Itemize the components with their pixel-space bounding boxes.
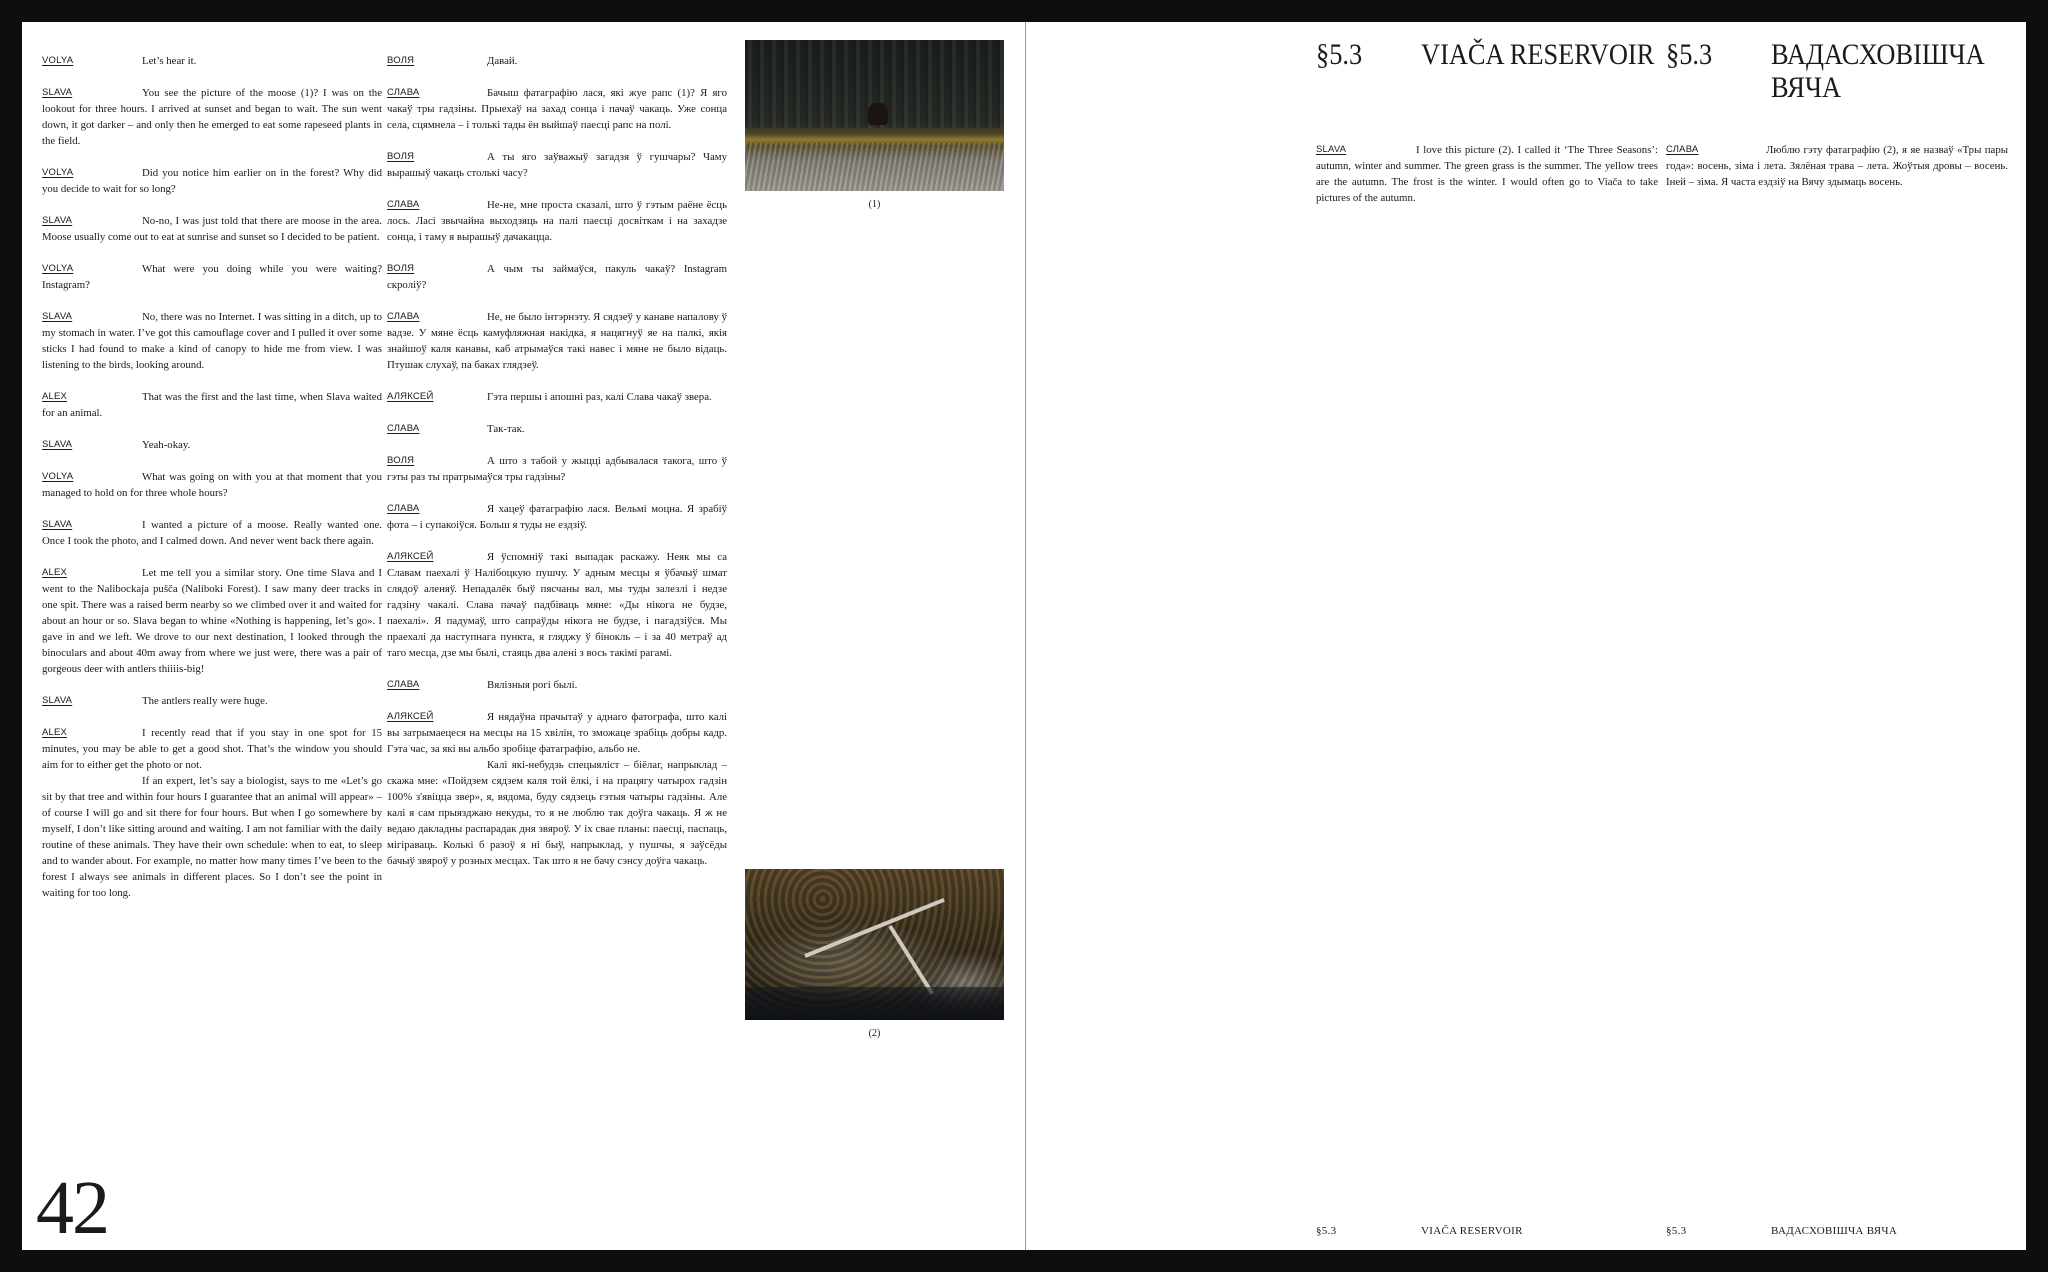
speaker-name: SLAVA <box>42 519 73 530</box>
dialogue-turn <box>42 389 382 421</box>
photo-moose <box>745 40 1004 210</box>
belarusian-dialogue-column <box>387 53 727 885</box>
dialogue-turn <box>42 261 382 293</box>
dialogue-turn <box>387 453 727 485</box>
dialogue-turn <box>387 197 727 245</box>
dialogue-paragraph: Бачыш фатаграфію лася, які жуе рапс (1)? Я яго чакаў тры гадзіны. Прыехаў на захад сонца і пачаў чакаць. Уже сонца села, сцямнела – і толькі тады ён выйшаў паесці рапс на полі. <box>387 87 727 131</box>
dialogue-paragraph: А ты яго заўважыў загадзя ў гушчары? Чаму вырашыў чакаць столькі часу? <box>387 151 727 179</box>
dialogue-paragraph: Гэта першы і апошні раз, калі Слава чакаў звера. <box>487 391 712 403</box>
dialogue-paragraph: I love this picture (2). I called it ‘The Three Seasons’: autumn, winter and summer. The green grass is the summer. The yellow trees are the autumn. The frost is the winter. I would often go to Viača to take pictures of the autumn. <box>1316 144 1658 204</box>
speaker-name: АЛЯКСЕЙ <box>387 711 434 722</box>
dialogue-turn <box>387 85 727 133</box>
dialogue-turn <box>1316 142 1658 206</box>
section-number-be: §5.3 <box>1666 38 1713 71</box>
dialogue-paragraph: No, there was no Internet. I was sitting in a ditch, up to my stomach in water. I’ve got this camouflage cover and I pulled it over some sticks I had found to make a kind of canopy to hide me from view. I was listening to the birds, looking around. <box>42 311 382 371</box>
speaker-name: ALEX <box>42 391 68 402</box>
speaker-name: SLAVA <box>42 215 73 226</box>
dialogue-paragraph: Let’s hear it. <box>142 55 197 67</box>
dialogue-paragraph: No-no, I was just told that there are moose in the area. Moose usually come out to eat at sunrise and sunset so I decided to be patient. <box>42 215 382 243</box>
dialogue-paragraph: Yeah-okay. <box>142 439 191 451</box>
dialogue-turn <box>42 165 382 197</box>
speaker-name: ALEX <box>42 567 68 578</box>
dialogue-paragraph: The antlers really were huge. <box>142 695 268 707</box>
book-spread <box>22 22 2026 1250</box>
speaker-name: СЛАВА <box>387 311 420 322</box>
speaker-name: АЛЯКСЕЙ <box>387 551 434 562</box>
speaker-name: ВОЛЯ <box>387 55 415 66</box>
speaker-name: SLAVA <box>42 439 73 450</box>
dialogue-paragraph: Не-не, мне проста сказалі, што ў гэтым раёне ёсць лось. Ласі звычайна выходзяць на палі паесці досвіткам і на захадзе сонца, і таму я вырашыў дачакацца. <box>387 199 727 243</box>
dialogue-turn <box>42 693 382 709</box>
dialogue-paragraph: Я хацеў фатаграфію лася. Вельмі моцна. Я зрабіў фота – і супакоіўся. Больш я туды не ездзіў. <box>387 503 727 531</box>
speaker-name: VOLYA <box>42 471 74 482</box>
dialogue-turn <box>42 53 382 69</box>
speaker-name: ВОЛЯ <box>387 455 415 466</box>
speaker-name: СЛАВА <box>387 87 420 98</box>
dialogue-turn <box>42 437 382 453</box>
dialogue-turn <box>1666 142 2008 190</box>
dialogue-paragraph: Калі які-небудзь спецыяліст – біёлаг, напрыклад – скажа мне: «Пойдзем сядзем каля той ёлкі, і на працягу чатырох гадзін 100% з'явіцца звер», я, вядома, буду сядзець гэтыя чатыры гадзіны. Але калі я сам прыязджаю некуды, то я не люблю так доўга чакаць. Я ж не ведаю дакладны распарадак дня звяроў. У іх свае планы: паесці, паспаць, мігіраваць. Колькі б разоў я ні быў, напрыклад, у пушчы, я заўсёды бачыў звяроў у розных месцах. Так што я не бачу сэнсу доўга чакаць. <box>387 759 727 867</box>
dialogue-paragraph: Let me tell you a similar story. One time Slava and I went to the Nalibockaja pušča (Naliboki Forest). I saw many deer tracks in one spit. There was a raised berm nearby so we climbed over it and waited for about an hour or so. Slava began to whine «Nothing is happening, let’s go». I gave in and we left. We drove to our next destination, I looked through the binoculars and about 40m away from where we just were, there was a pair of gorgeous deer with antlers thiiiis-big! <box>42 567 382 675</box>
dialogue-paragraph: Так-так. <box>487 423 525 435</box>
speaker-name: VOLYA <box>42 167 74 178</box>
dialogue-paragraph: А чым ты займаўся, пакуль чакаў? Instagram скроліў? <box>387 263 727 291</box>
photo-reservoir <box>745 869 1004 1039</box>
speaker-name: SLAVA <box>42 311 73 322</box>
speaker-name: СЛАВА <box>387 679 420 690</box>
right-belarusian-column <box>1666 142 2008 206</box>
dialogue-paragraph: Не, не было інтэрнэту. Я сядзеў у канаве напалову ў вадзе. У мяне ёсць камуфляжная накідка, я нацягнуў яе на палкі, якія знайшоў каля канавы, каб атрымаўся такі навес і мяне не было відаць. Птушак слухаў, па баках глядзеў. <box>387 311 727 371</box>
dialogue-paragraph: Давай. <box>487 55 518 67</box>
section-title-en: VIAČA RESERVOIR <box>1421 38 1655 71</box>
dialogue-paragraph: You see the picture of the moose (1)? I was on the lookout for three hours. I arrived at sunset and began to wait. The sun went down, it got darker – and only then he emerged to eat some rapeseed plants in the field. <box>42 87 382 147</box>
dialogue-turn <box>42 565 382 677</box>
dialogue-turn <box>387 421 727 437</box>
dialogue-paragraph: I recently read that if you stay in one spot for 15 minutes, you may be able to get a good shot. That’s the window you should aim for to either get the photo or not. <box>42 727 382 771</box>
speaker-name: SLAVA <box>42 695 73 706</box>
speaker-name: СЛАВА <box>1666 144 1699 155</box>
speaker-name: VOLYA <box>42 263 74 274</box>
speaker-name: SLAVA <box>1316 144 1347 155</box>
dialogue-turn <box>42 213 382 245</box>
dialogue-paragraph: I wanted a picture of a moose. Really wanted one. Once I took the photo, and I calmed down. And never went back there again. <box>42 519 382 547</box>
dialogue-paragraph: Did you notice him earlier on in the forest? Why did you decide to wait for so long? <box>42 167 382 195</box>
running-footer-section: §5.3 <box>1316 1225 1337 1237</box>
dialogue-turn <box>387 677 727 693</box>
right-page <box>1026 22 2026 1250</box>
speaker-name: СЛАВА <box>387 423 420 434</box>
right-english-column <box>1316 142 1658 222</box>
dialogue-turn <box>387 53 727 69</box>
dialogue-turn <box>387 389 727 405</box>
english-dialogue-column <box>42 53 382 917</box>
section-title-be: ВАДАСХОВІШЧА ВЯЧА <box>1771 38 1985 104</box>
dialogue-turn <box>42 517 382 549</box>
reservoir-image <box>745 869 1004 1020</box>
section-number: §5.3 <box>1316 38 1363 71</box>
dialogue-paragraph: Вялізныя рогі былі. <box>487 679 578 691</box>
speaker-name: СЛАВА <box>387 199 420 210</box>
page-number: 42 <box>36 1166 108 1250</box>
speaker-name: ALEX <box>42 727 68 738</box>
dialogue-paragraph: That was the first and the last time, when Slava waited for an animal. <box>42 391 382 419</box>
dialogue-turn <box>42 725 382 901</box>
dialogue-paragraph: What was going on with you at that moment that you managed to hold on for three whole hours? <box>42 471 382 499</box>
left-page <box>22 22 1025 1250</box>
dialogue-turn <box>387 549 727 661</box>
speaker-name: СЛАВА <box>387 503 420 514</box>
dialogue-paragraph: Я нядаўна прачытаў у аднаго фатографа, што калі вы затрымаецеся на месцы на 15 хвілін, то зможаце зрабіць добры кадр. Гэта час, за які вы альбо зробіце фатаграфію, альбо не. <box>387 711 727 755</box>
running-footer-title-en: VIAČA RESERVOIR <box>1421 1225 1523 1237</box>
dialogue-paragraph: Люблю гэту фатаграфію (2), я яе назваў «Тры пары года»: восень, зіма і лета. Зялёная трава – лета. Жоўтыя дровы – восень. Іней – зіма. Я часта ездзіў на Вячу здымаць восень. <box>1666 144 2008 188</box>
speaker-name: ВОЛЯ <box>387 151 415 162</box>
dialogue-turn <box>42 309 382 373</box>
dialogue-paragraph: Я ўспомніў такі выпадак раскажу. Неяк мы са Славам паехалі ў Налібоцкую пушчу. У адным месцы я ўбачыў шмат слядоў аленяў. Непадалёк быў пясчаны вал, мы туды залезлі і недзе гадзіну чакалі. Слава пачаў падбіваць мяне: «Ды нікога не будзе, паехалі». Я падумаў, што сапраўды нікога не будзе, і пагадзіўся. Мы праехалі да наступнага пункта, я гляджу ў бінокль – і за 40 метраў ад таго месца, дзе мы былі, стаяць два алені з вось такімі рагамі. <box>387 551 727 659</box>
dialogue-turn <box>387 309 727 373</box>
dialogue-turn <box>387 501 727 533</box>
speaker-name: ВОЛЯ <box>387 263 415 274</box>
speaker-name: АЛЯКСЕЙ <box>387 391 434 402</box>
moose-image <box>745 40 1004 191</box>
speaker-name: VOLYA <box>42 55 74 66</box>
running-footer-title-be: ВАДАСХОВІШЧА ВЯЧА <box>1771 1225 1898 1237</box>
photo-caption-1: (1) <box>868 199 881 210</box>
dialogue-paragraph: What were you doing while you were waiting? Instagram? <box>42 263 382 291</box>
dialogue-turn <box>387 149 727 181</box>
dialogue-turn <box>387 261 727 293</box>
dialogue-turn <box>42 469 382 501</box>
dialogue-turn <box>387 709 727 869</box>
dialogue-paragraph: If an expert, let’s say a biologist, says to me «Let’s go sit by that tree and within four hours I guarantee that an animal will appear» – of course I will go and sit there for four hours. But when I go somewhere by myself, I don’t like sitting around and waiting. I am not familiar with the daily routine of these animals. They have their own schedule: when to eat, to sleep and to wander about. For example, no matter how many times I’ve been to the forest I always see animals in different places. So I don’t see the point in waiting for too long. <box>42 775 382 899</box>
running-footer-section-be: §5.3 <box>1666 1225 1687 1237</box>
photo-caption-2: (2) <box>868 1028 881 1039</box>
speaker-name: SLAVA <box>42 87 73 98</box>
dialogue-paragraph: А што з табой у жыцці адбывалася такога, што ў гэты раз ты пратрымаўся тры гадзіны? <box>387 455 727 483</box>
dialogue-turn <box>42 85 382 149</box>
